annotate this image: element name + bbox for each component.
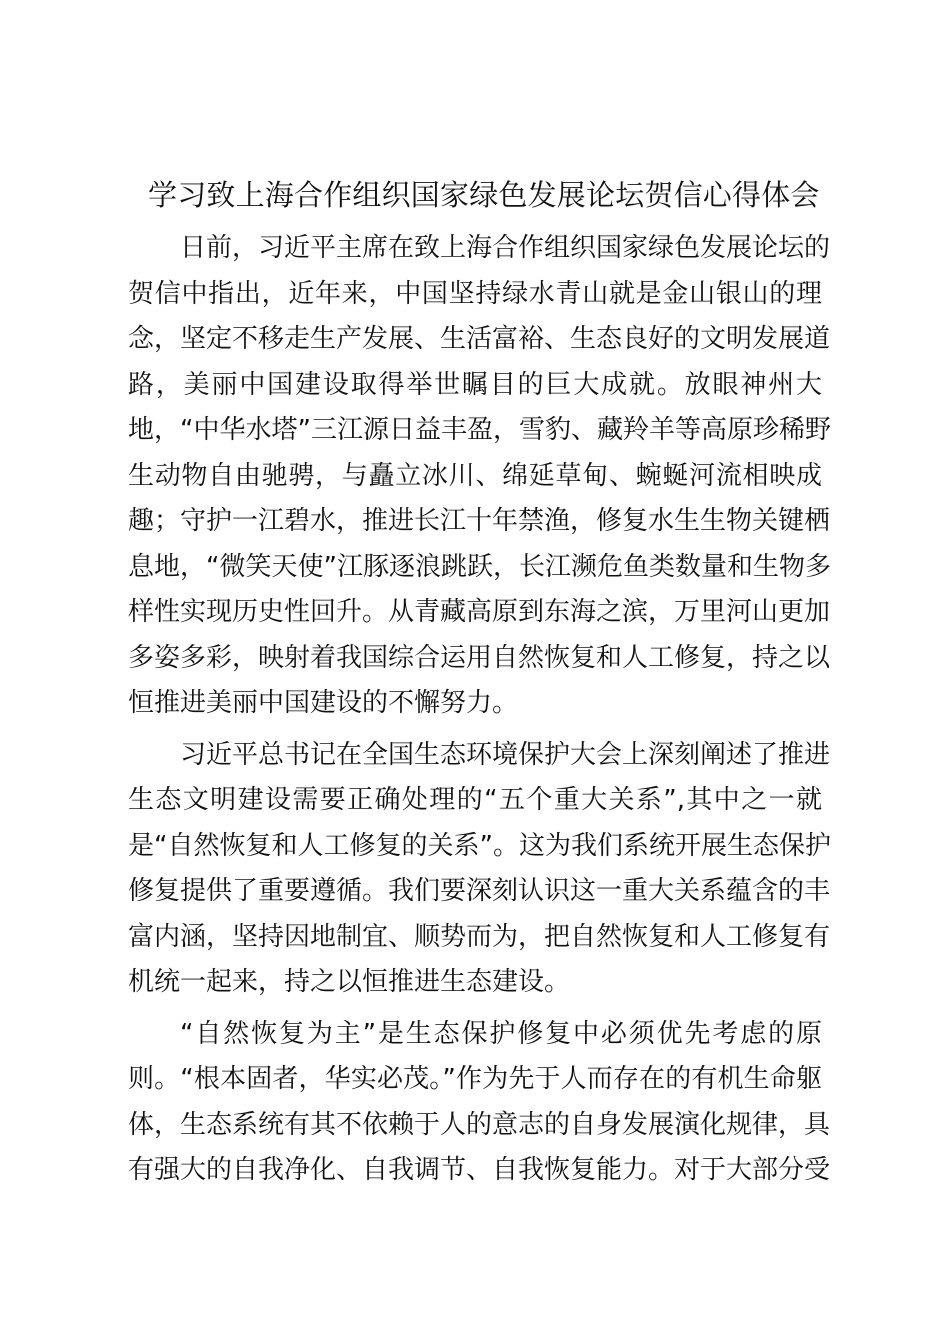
- text-line: 日前，习近平主席在致上海合作组织国家绿色发展论坛的: [180, 233, 831, 263]
- text-line: 息地，“微笑天使”江豚逐浪跳跃，长江濒危鱼类数量和生物多: [128, 551, 831, 582]
- paragraph-2: [128, 733, 831, 1006]
- text-line: 多姿多彩，映射着我国综合运用自然恢复和人工修复，持之以: [128, 642, 831, 673]
- document-title: 学习致上海合作组织国家绿色发展论坛贺信心得体会: [148, 178, 820, 212]
- text-line: 地，“中华水塔”三江源日益丰盈，雪豹、藏羚羊等高原珍稀野: [128, 415, 831, 445]
- text-line: 生态文明建设需要正确处理的“五个重大关系”,其中之一就: [128, 785, 822, 815]
- paragraph-1: [128, 226, 831, 727]
- text-line: “自然恢复为主”是生态保护修复中必须优先考虑的原: [180, 1018, 822, 1049]
- paragraph-3: [128, 1012, 831, 1194]
- text-line: 恒推进美丽中国建设的不懈努力。: [128, 688, 519, 718]
- text-line: 习近平总书记在全国生态环境保护大会上深刻阐述了推进: [180, 739, 831, 770]
- text-line: 则。“根本固者，华实必茂。”作为先于人而存在的有机生命躯: [128, 1064, 822, 1094]
- text-line: 有强大的自我净化、自我调节、自我恢复能力。对于大部分受: [128, 1155, 831, 1185]
- text-line: 贺信中指出，近年来，中国坚持绿水青山就是金山银山的理: [128, 278, 822, 309]
- text-line: 趣；守护一江碧水，推进长江十年禁渔，修复水生生物关键栖: [128, 506, 831, 536]
- text-line: 路，美丽中国建设取得举世瞩目的巨大成就。放眼神州大: [128, 369, 822, 400]
- text-line: 念，坚定不移走生产发展、生活富裕、生态良好的文明发展道: [128, 324, 831, 354]
- text-line: 修复提供了重要遵循。我们要深刻认识这一重大关系蕴含的丰: [128, 876, 831, 906]
- text-line: 体，生态系统有其不依赖于人的意志的自身发展演化规律，具: [128, 1109, 831, 1140]
- text-line: 样性实现历史性回升。从青藏高原到东海之滨，万里河山更加: [128, 597, 831, 627]
- text-line: 富内涵，坚持因地制宜、顺势而为，把自然恢复和人工修复有: [128, 921, 831, 952]
- document-body: [128, 226, 831, 1194]
- text-line: 机统一起来，持之以恒推进生态建设。: [128, 967, 571, 997]
- text-line: 是“自然恢复和人工修复的关系”。这为我们系统开展生态保护: [128, 830, 831, 861]
- text-line: 生动物自由驰骋，与矗立冰川、绵延草甸、蜿蜒河流相映成: [128, 460, 822, 491]
